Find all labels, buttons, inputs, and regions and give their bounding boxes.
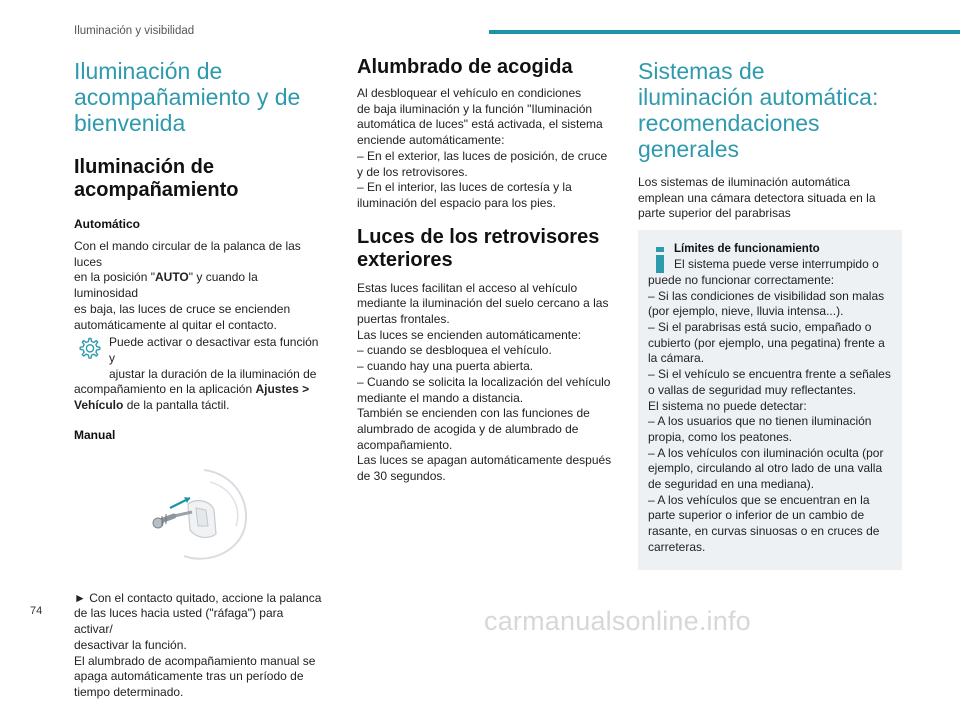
column-2 (357, 52, 618, 485)
header-accent-bar (489, 30, 960, 34)
auto-paragraph: Con el mando circular de la palanca de las luces en la posición "AUTO" y cuando la luminosidad es baja, las luces de cruce se encienden automáticamente al quitar el contacto. (74, 239, 301, 332)
page-number: 74 (30, 605, 43, 617)
gear-note-tail: acompañamiento en la aplicación Ajustes > Vehículo de la pantalla táctil. (74, 382, 310, 413)
welcome-lighting-paragraph: Al desbloquear el vehículo en condiciones de baja iluminación y la función "Iluminación automática de luces" está activada, el sistema enciende automáticamente: – En el exterior, las luces de posición, de cruce y de los retrovisores. – En el interior, las luces de cortesía y la iluminación del espacio para los pies. (357, 86, 608, 210)
welcome-lighting-heading: Alumbrado de acogida (357, 56, 573, 78)
mirror-lights-heading: Luces de los retrovisores exteriores (357, 225, 600, 271)
auto-lighting-intro: Los sistemas de iluminación automática emplean una cámara detectora situada en la parte superior del parabrisas (638, 175, 876, 221)
watermark: carmanualsonline.info (484, 606, 751, 636)
mirror-lights-paragraph: Estas luces facilitan el acceso al vehículo mediante la iluminación del suelo cercano a las puertas frontales. Las luces se encienden automáticamente: – cuando se desbloquea el vehículo. – cuando hay una puerta abierta. – Cuando se solicita la localización del vehículo mediante el mando a distancia. También se encienden con las funciones de alumbrado de acogida y de alumbrado de acompañamiento. Las luces se apagan automáticamente después de 30 segundos. (357, 280, 612, 484)
info-box: Límites de funcionamiento El sistema puede verse interrumpido o puede no funcionar correctamente: – Si las condiciones de visibilidad son malas (por ejemplo, nieve, lluvia intensa...). – Si el parabrisas está sucio, empañado o cubierto (por ejemplo, una pegatina) frente a la cámara. – Si el vehículo se encuentra frente a señales o vallas de seguridad muy reflectantes. El sistema no puede detectar: – A los usuarios que no tienen iluminación propia, como los peatones. – A los vehículos con iluminación oculta (por ejemplo, circulando al otro lado de una valla de seguridad en una mediana). – A los vehículos que se encuentran en la parte superior o inferior de un cambio de rasante, en curvas sinuosas o en cruces de carreteras. (638, 230, 902, 569)
column-3 (638, 52, 902, 570)
subsection-title: Iluminación de acompañamiento (74, 156, 239, 201)
gear-note: Puede activar o desactivar esta función y ajustar la duración de la iluminación de (74, 333, 324, 382)
info-icon (650, 246, 670, 274)
manual-heading: Manual (74, 427, 116, 442)
column-1 (74, 52, 324, 701)
info-title: Límites de funcionamiento (674, 243, 820, 256)
section-title: Iluminación de acompañamiento y de bienvenida (74, 58, 301, 136)
info-body: puede no funcionar correctamente: – Si las condiciones de visibilidad son malas (por ejemplo, nieve, lluvia intensa...). – Si el parabrisas está sucio, empañado o cubierto (por ejemplo, una pegatina) frente a la cámara. – Si el vehículo se encuentra frente a señales o vallas de seguridad muy reflectantes. El sistema no puede detectar: – A los usuarios que no tienen iluminación propia, como los peatones. – A los vehículos con iluminación oculta (por ejemplo, circulando al otro lado de una valla de seguridad en una mediana). – A los vehículos que se encuentran en la parte superior o inferior de un cambio de rasante, en curvas sinuosas o en cruces de carreteras. (648, 272, 891, 554)
manual-paragraph: ► Con el contacto quitado, accione la palanca de las luces hacia usted ("ráfaga") para activar/ desactivar la función. El alumbrado de acompañamiento manual se apaga automáticamente tras un período de tiempo determinado. (74, 590, 322, 699)
gear-icon (75, 335, 103, 363)
auto-lighting-title: Sistemas de iluminación automática: recomendaciones generales (638, 58, 879, 162)
running-header: Iluminación y visibilidad (74, 25, 195, 37)
steering-lever-illustration (144, 464, 254, 564)
auto-heading: Automático (74, 217, 140, 231)
